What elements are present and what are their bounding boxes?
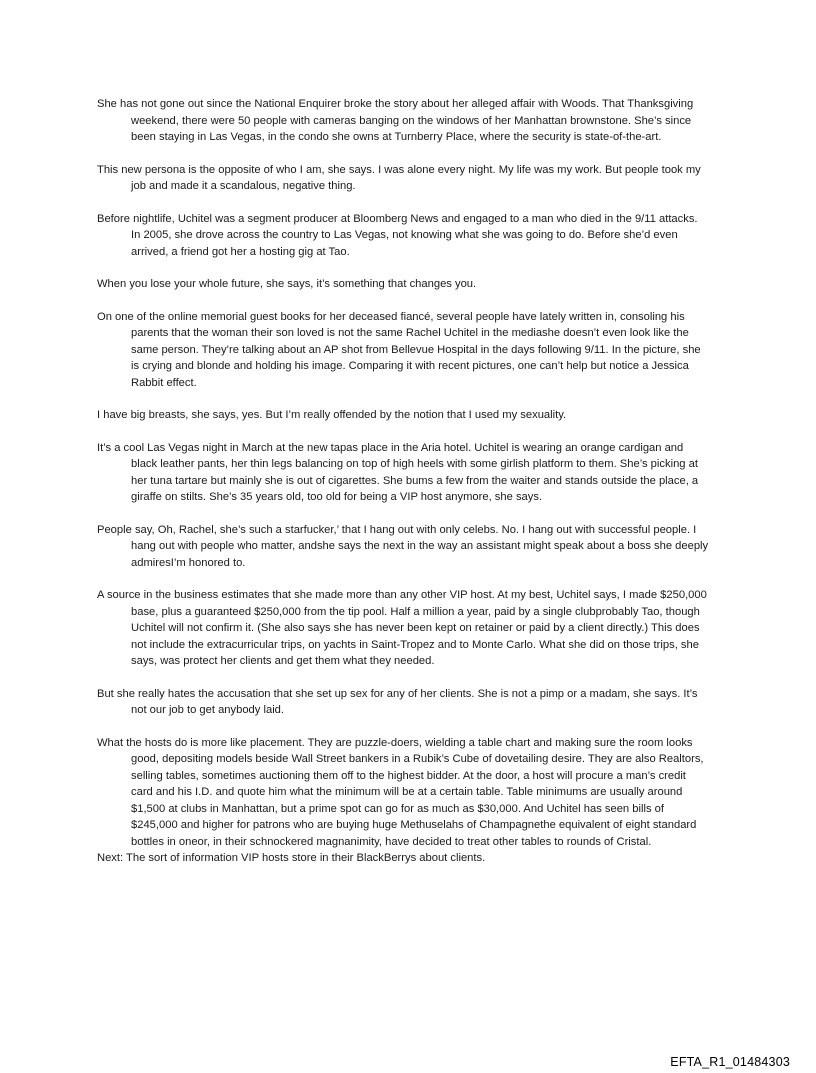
paragraph-9: A source in the business estimates that she made more than any other VIP host. At my best, Uchitel says, I made $250,000 base, plus a guaranteed $250,000 from the tip pool. Half a million a year, paid by a single clubprobably Tao, though Uchitel will not confirm it. (She also says she has never been kept on retainer or paid by a client directly.) This does not include the extracurricular trips, on yachts in Saint-Tropez and to Monte Carlo. What she did on those trips, she says, was protect her clients and get them what they needed. [97, 589, 707, 667]
next-line: Next: The sort of information VIP hosts store in their BlackBerrys about clients. [97, 852, 486, 864]
document-id-footer: EFTA_R1_01484303 [670, 1055, 790, 1069]
paragraph-8: People say, Oh, Rachel, she’s such a starfucker,’ that I hang out with only celebs. No. I hang out with successful people. I hang out with people who matter, andshe says the next in the way an assistant might speak about a boss she deeply admiresI’m honored to. [97, 523, 709, 569]
document-body [97, 96, 709, 867]
paragraph-1: She has not gone out since the National Enquirer broke the story about her alleged affair with Woods. That Thanksgiving weekend, there were 50 people with cameras banging on the windows of her Manhattan brownstone. She’s since been staying in Las Vegas, in the condo she owns at Turnberry Place, where the security is state-of-the-art. [97, 98, 694, 143]
paragraph-11: What the hosts do is more like placement. They are puzzle-doers, wielding a table chart and making sure the room looks good, depositing models beside Wall Street bankers in a Rubik’s Cube of dovetailing desire. They are also Realtors, selling tables, sometimes auctioning them off to the highest bidder. At the door, a host will procure a man’s credit card and his I.D. and quote him what the minimum will be at a certain table. Table minimums are usually around $1,500 at clubs in Manhattan, but a prime spot can go for as much as $30,000. And Uchitel has seen bills of $245,000 and higher for patrons who are buying huge Methuselahs of Champagnethe equivalent of eight standard bottles in oneor, in their schnockered magnanimity, have decided to treat other tables to rounds of Cristal. [97, 736, 704, 848]
paragraph-10: But she really hates the accusation that she set up sex for any of her clients. She is not a pimp or a madam, she says. It’s not our job to get anybody laid. [97, 687, 698, 716]
paragraph-3: Before nightlife, Uchitel was a segment producer at Bloomberg News and engaged to a man who died in the 9/11 attacks. In 2005, she drove across the country to Las Vegas, not knowing what she was going to do. Before she’d even arrived, a friend got her a hosting gig at Tao. [97, 212, 698, 258]
paragraph-7: It’s a cool Las Vegas night in March at the new tapas place in the Aria hotel. Uchitel is wearing an orange cardigan and black leather pants, her thin legs balancing on top of high heels with some girlish platform to them. She’s picking at her tuna tartare but mainly she is out of cigarettes. She bums a few from the waiter and stands outside the place, a giraffe on stilts. She’s 35 years old, too old for being a VIP host anymore, she says. [97, 441, 699, 503]
paragraph-4: When you lose your whole future, she says, it’s something that changes you. [97, 278, 477, 290]
paragraph-5: On one of the online memorial guest books for her deceased fiancé, several people have lately written in, consoling his parents that the woman their son loved is not the same Rachel Uchitel in the mediashe doesn’t even look like the same person. They’re talking about an AP shot from Bellevue Hospital in the days following 9/11. In the picture, she is crying and blonde and holding his image. Comparing it with recent pictures, one can’t help but notice a Jessica Rabbit effect. [97, 310, 701, 389]
paragraph-2: This new persona is the opposite of who I am, she says. I was alone every night. My life was my work. But people took my job and made it a scandalous, negative thing. [97, 163, 701, 192]
paragraph-6: I have big breasts, she says, yes. But I’m really offended by the notion that I used my sexuality. [97, 409, 567, 421]
